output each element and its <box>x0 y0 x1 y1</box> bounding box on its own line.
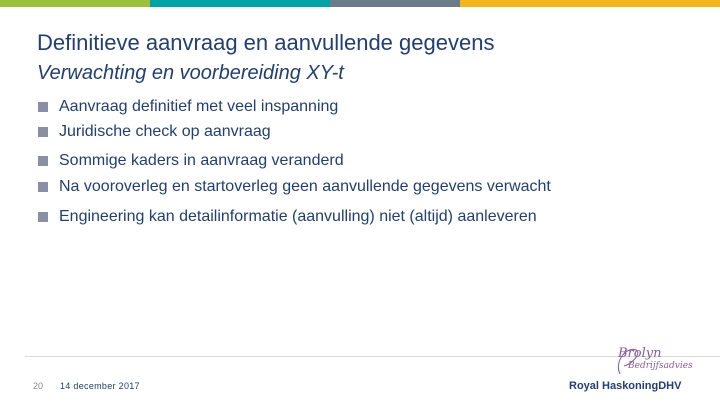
bullet-text: Sommige kaders in aanvraag veranderd <box>59 152 344 169</box>
color-bar-yellow <box>460 0 720 7</box>
brand-logo: Royal HaskoningDHV <box>569 380 682 392</box>
square-bullet-icon <box>38 127 48 137</box>
color-bar-green <box>0 0 150 7</box>
bullet-item <box>38 178 551 196</box>
partner-logo-name: Brolyn <box>618 346 662 361</box>
slide-subtitle: Verwachting en voorbereiding XY-t <box>37 62 344 84</box>
top-color-bar <box>0 0 720 7</box>
bullet-text: Aanvraag definitief met veel inspanning <box>59 98 339 115</box>
bullet-text: Engineering kan detailinformatie (aanvulling) niet (altijd) aanleveren <box>59 208 537 225</box>
footer-date: 14 december 2017 <box>60 381 140 391</box>
bullet-text: Juridische check op aanvraag <box>59 123 271 140</box>
bullet-item <box>38 152 344 170</box>
color-bar-teal <box>150 0 330 7</box>
square-bullet-icon <box>38 156 48 166</box>
square-bullet-icon <box>38 102 48 112</box>
square-bullet-icon <box>38 182 48 192</box>
partner-logo <box>612 344 692 378</box>
bullet-item <box>38 98 338 116</box>
slide-title: Definitieve aanvraag en aanvullende gegevens <box>37 30 495 55</box>
bullet-item <box>38 208 537 226</box>
page-number: 20 <box>33 381 44 391</box>
square-bullet-icon <box>38 212 48 222</box>
bullet-text: Na vooroverleg en startoverleg geen aanvullende gegevens verwacht <box>59 178 551 195</box>
partner-logo-tagline: Bedrijfsadvies <box>628 361 693 371</box>
color-bar-grey <box>330 0 460 7</box>
bullet-item <box>38 123 271 141</box>
